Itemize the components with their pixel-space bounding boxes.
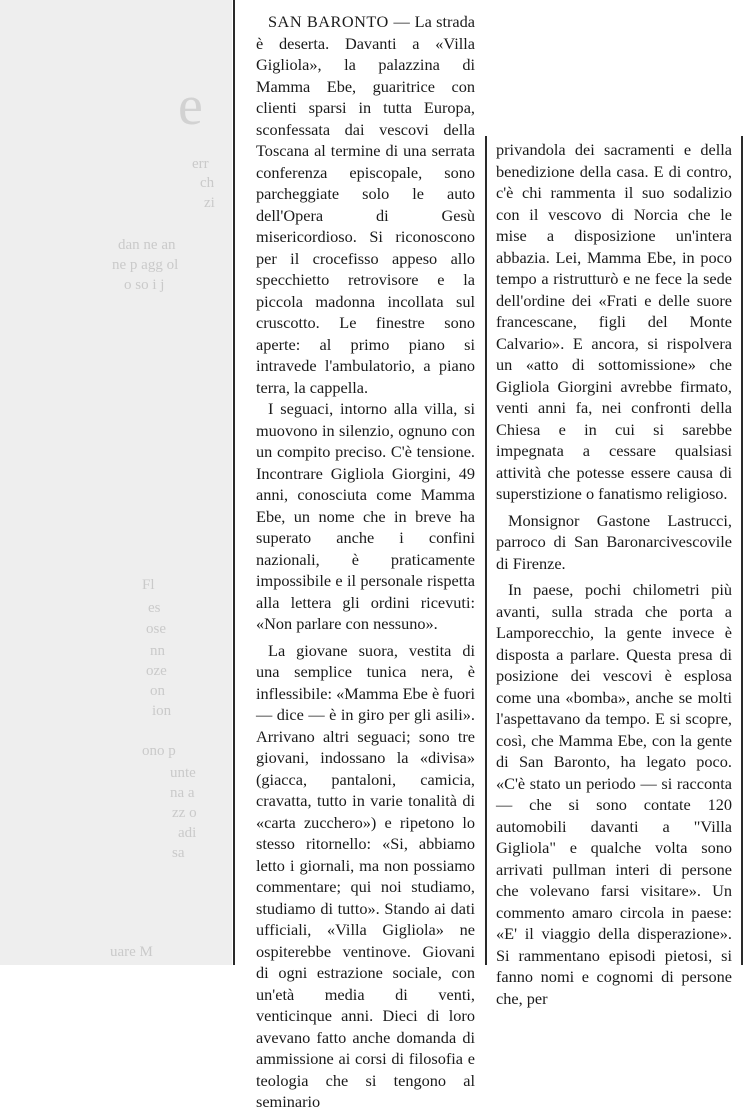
bleed-letter: e [178, 75, 203, 137]
bleed-fragment: Fl [142, 577, 155, 593]
article-paragraph: SAN BARONTO — La strada è deserta. Davanti a «Villa Gigliola», la palazzina di Mamma Ebe, guaritrice con clienti sparsi in tutta Europa, sconfessata dai vescovi della Toscana al termine di una serrata conferenza episcopale, sono parcheggiate solo le auto dell'Opera di Gesù misericordioso. Si riconoscono per il crocefisso appeso allo specchietto retrovisore e la piccola madonna incollata sul cruscotto. Le finestre sono aperte: al primo piano si intravede l'ambulatorio, a piano terra, la cappella. [256, 12, 475, 397]
bleed-fragment: ion [152, 703, 172, 719]
bleed-fragment: adi [178, 825, 197, 841]
article-paragraph: privandola dei sacramenti e della benedizione della casa. E di contro, c'è chi rammenta il suo sodalizio con il vescovo di Norcia che le mise a disposizione un'intera abbazia. Lei, Mamma Ebe, in poco tempo a ristrutturò e ne fece la sede dell'ordine dei «Frati e delle suore francescane, figli del Monte Calvario». E ancora, si rispolvera un «atto di sottomissione» che Gigliola Giorgini avrebbe firmato, venti anni fa, nei confronti della Chiesa e in cui si sarebbe impegnata a cessare qualsiasi attività che potesse essere causa di superstizione o fanatismo religioso. [496, 140, 732, 503]
bleed-fragment: on [150, 683, 165, 699]
bleed-through-area [0, 0, 232, 965]
bleed-fragment: na a [170, 785, 195, 801]
bleed-fragment: oze [146, 663, 167, 679]
dateline: SAN BARONTO — [268, 12, 411, 31]
bleed-fragment: unte [170, 765, 196, 781]
bleed-fragment: ch [200, 175, 215, 191]
article-column-2 [496, 139, 732, 1009]
bleed-fragment: o so i j [124, 277, 165, 293]
bleed-fragment: err [192, 156, 209, 172]
article-paragraph: Monsignor Gastone Lastrucci, parroco di San Baronarcivescovile di Firenze. [496, 510, 732, 573]
column-rule [233, 0, 235, 965]
article-paragraph: In paese, pochi chilometri più avanti, sulla strada che porta a Lamporecchio, la gente invece è disposta a parlare. Questa presa di posizione dei vescovi è esplosa come una «bomba», anche se molti l'aspettavano da tempo. E si scopre, così, che Mamma Ebe, con la gente di San Baronto, ha legato poco. «C'è stato un periodo — si racconta — che si sono contate 120 automobili davanti a "Villa Gigliola" e qualche volta sono arrivati pullman interi di persone che volevano farsi visitare». Un commento amaro circola in paese: «E' il viaggio della disperazione». Si rammentano episodi pietosi, si fanno nomi e cognomi di persone che, per [496, 580, 732, 1008]
bleed-fragment: uare M [110, 944, 153, 960]
bleed-fragment: es [148, 600, 161, 616]
article-paragraph: I seguaci, intorno alla villa, si muovono in silenzio, ognuno con un compito preciso. C'è tensione. Incontrare Gigliola Giorgini, 49 anni, conosciuta come Mamma Ebe, un nome che in breve ha superato anche i confini nazionali, è praticamente impossibile e il personale rispetta alla lettera gli ordini ricevuti: «Non parlare con nessuno». [256, 399, 475, 633]
bleed-fragment: ne p agg ol [112, 257, 179, 273]
article-column-1 [256, 11, 475, 1113]
bleed-fragment: zi [204, 195, 215, 211]
bleed-fragment: zz o [172, 805, 197, 821]
bleed-fragment: sa [172, 845, 185, 861]
article-paragraph: La giovane suora, vestita di una semplice tunica nera, è inflessibile: «Mamma Ebe è fuori — dice — è in giro per gli asili». Arrivano altri seguaci; sono tre giovani, indossano la «divisa» (giacca, pantaloni, camicia, cravatta, tutto in varie tonalità di «carta zucchero») e ripetono lo stesso ritornello: «Si, abbiamo letto i giornali, ma non possiamo commentare; qui noi studiamo, studiamo di tutto». Stando ai dati ufficiali, «Villa Gigliola» ne ospiterebbe ventinove. Giovani di ogni estrazione sociale, con un'età media di venti, venticinque anni. Dieci di loro avevano fatto anche domanda di ammissione ai corsi di filosofia e teologia che si tengono al seminario [256, 640, 475, 1111]
bleed-fragment: ono p [142, 743, 176, 759]
bleed-fragment: nn [150, 643, 165, 659]
bleed-fragment: ose [146, 621, 166, 637]
column-rule [741, 136, 743, 965]
bleed-fragment: dan ne an [118, 237, 176, 253]
column-rule [485, 136, 487, 965]
